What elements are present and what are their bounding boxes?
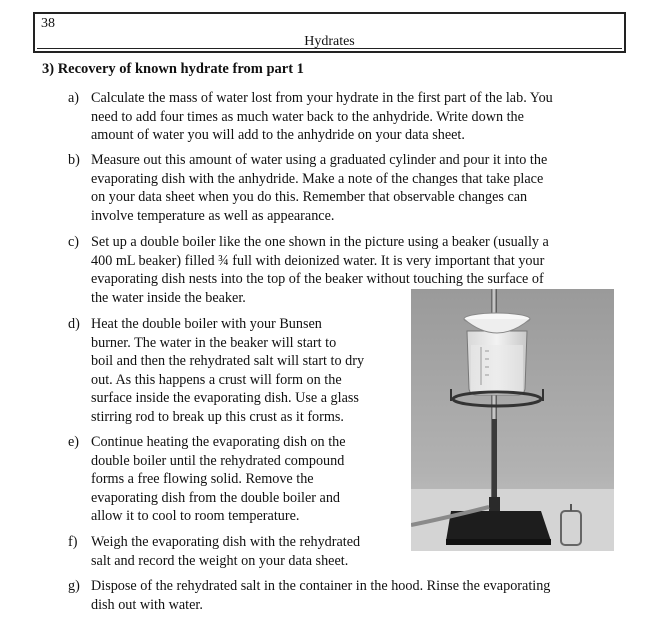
item-line: 400 mL beaker) filled ¾ full with deionized water. It is very important that your — [91, 252, 545, 269]
item-line: evaporating dish with the anhydride. Make a note of the changes that take place — [91, 170, 544, 187]
item-line: on your data sheet when you do this. Remember that observable changes can — [91, 189, 528, 205]
item-line: Calculate the mass of water lost from your hydrate in the first part of the lab. You — [91, 90, 553, 106]
item-line: the water inside the beaker. — [91, 289, 246, 306]
item-line: need to add four times as much water back to the anhydride. Write down the — [91, 108, 524, 125]
item-line: Dispose of the rehydrated salt in the container in the hood. Rinse the evaporating — [91, 578, 551, 594]
item-line: salt and record the weight on your data sheet. — [91, 552, 349, 569]
item-line: forms a free flowing solid. Remove the — [91, 471, 314, 487]
item-line: evaporating dish nests into the top of the beaker without touching the surface of — [91, 271, 544, 287]
item-letter: g) — [68, 578, 80, 594]
page-title: Hydrates — [304, 34, 355, 49]
item-line: amount of water you will add to the anhydride on your data sheet. — [91, 127, 465, 143]
item-line: Continue heating the evaporating dish on the — [91, 434, 346, 450]
item-line: surface inside the evaporating dish. Use a glass — [91, 390, 359, 406]
item-line: out. As this happens a crust will form on the — [91, 371, 342, 388]
item-line: boil and then the rehydrated salt will start to dry — [91, 353, 365, 369]
item-line: Measure out this amount of water using a graduated cylinder and pour it into the — [91, 152, 548, 168]
item-line: evaporating dish from the double boiler and — [91, 489, 341, 506]
item-line: allow it to cool to room temperature. — [91, 508, 300, 524]
item-letter: e) — [68, 434, 80, 450]
item-line: burner. The water in the beaker will start to — [91, 334, 337, 351]
section-title: 3) Recovery of known hydrate from part 1 — [42, 61, 304, 77]
item-letter: f) — [68, 534, 78, 550]
item-letter: d) — [68, 316, 80, 332]
page-number: 38 — [41, 16, 55, 31]
item-letter: b) — [68, 152, 80, 168]
item-line: dish out with water. — [91, 596, 203, 613]
item-line: stirring rod to break up this crust as it forms. — [91, 408, 344, 425]
double-boiler-photo — [411, 289, 614, 551]
item-letter: c) — [68, 234, 80, 250]
page-header — [33, 12, 626, 53]
item-line: double boiler until the rehydrated compound — [91, 452, 345, 469]
item-line: involve temperature as well as appearance. — [91, 207, 335, 224]
item-line: Set up a double boiler like the one shown in the picture using a beaker (usually a — [91, 234, 549, 250]
item-line: Weigh the evaporating dish with the rehydrated — [91, 534, 361, 550]
item-line: Heat the double boiler with your Bunsen — [91, 316, 322, 332]
item-letter: a) — [68, 90, 80, 106]
